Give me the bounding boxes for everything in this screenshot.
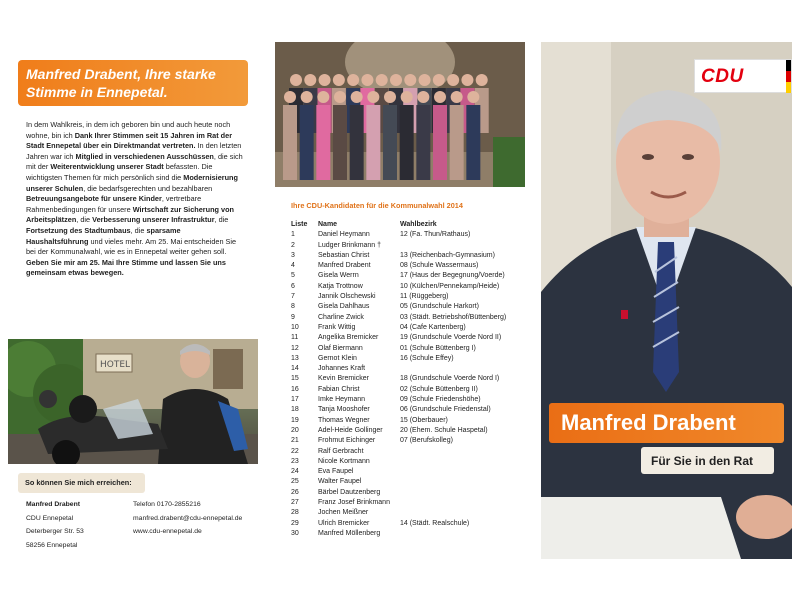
candidate-name-cell: Walter Faupel <box>318 478 362 486</box>
candidate-row <box>291 467 520 477</box>
contact-org: CDU Ennepetal <box>26 514 74 522</box>
intro-segment: Verbesserung unserer Infrastruktur <box>92 215 215 225</box>
intro-segment: In den letzten Jahren war ich <box>26 141 242 161</box>
intro-segment: , vertretbare Rahmenbedingungen für unsere <box>26 194 202 214</box>
headline-banner <box>18 60 248 106</box>
candidate-list-number: 10 <box>291 323 299 331</box>
candidate-name-cell: Olaf Biermann <box>318 344 363 352</box>
candidate-row <box>291 323 520 333</box>
candidate-district <box>400 529 520 539</box>
candidate-row <box>291 302 520 312</box>
candidate-list-number: 22 <box>291 447 299 455</box>
intro-segment: Mitglied in verschiedenen Ausschüssen <box>75 151 214 161</box>
group-photo <box>275 42 525 187</box>
candidate-name-cell: Katja Trottnow <box>318 282 363 290</box>
candidate-row <box>291 385 520 395</box>
contact-web: www.cdu-ennepetal.de <box>133 528 202 535</box>
candidate-district: 13 (Reichenbach-Gymnasium) <box>400 251 495 259</box>
candidate-row <box>291 529 520 539</box>
contact-channels <box>133 498 242 539</box>
candidate-district: 17 (Haus der Begegnung/Voerde) <box>400 272 505 280</box>
candidate-list-number: 1 <box>291 231 295 239</box>
candidate-district <box>400 364 520 374</box>
contact-phone: Telefon 0170-2855216 <box>133 501 201 508</box>
candidates-title: Ihre CDU-Kandidaten für die Kommunalwahl 2014 <box>291 201 463 210</box>
german-flag-icon <box>786 60 791 93</box>
candidate-row <box>291 436 520 446</box>
candidate-list-number: 8 <box>291 303 295 311</box>
motorcycle-photo-illustration <box>8 339 258 464</box>
slogan-text: Für Sie in den Rat <box>651 454 754 468</box>
intro-segment: befassten. Die wichtigsten Themen für mich persönlich sind die <box>26 162 213 182</box>
candidate-list-number: 30 <box>291 529 299 537</box>
candidate-name-cell: Gernot Klein <box>318 354 357 362</box>
candidate-name-cell: Imke Heymann <box>318 396 366 404</box>
candidate-name-cell: Johannes Kraft <box>318 365 366 373</box>
candidate-name-cell: Franz Josef Brinkmann <box>318 499 390 507</box>
candidate-list-number: 26 <box>291 488 299 496</box>
intro-segment: Modernisierung unserer Schulen <box>26 172 238 193</box>
candidate-name-cell: Fabian Christ <box>318 385 360 393</box>
plant <box>493 137 525 187</box>
candidate-name-cell: Ulrich Bremicker <box>318 519 370 527</box>
candidate-name-cell: Jochen Meißner <box>318 509 369 517</box>
intro-segment: , die <box>214 215 229 225</box>
candidates-table <box>291 220 520 539</box>
header-district: Wahlbezirk <box>400 221 437 228</box>
intro-segment: Fortsetzung des Stadtumbaus <box>26 225 131 235</box>
candidate-district: 11 (Rüggeberg) <box>400 293 449 301</box>
cdu-logo <box>694 59 792 93</box>
intro-segment: , die <box>76 215 93 225</box>
candidate-list-number: 14 <box>291 365 299 373</box>
candidate-row <box>291 477 520 487</box>
portrait-illustration <box>541 42 792 559</box>
intro-segment: , die bedarfsgerechten und bezahlbaren <box>83 183 213 193</box>
candidate-name-cell: Angelika Bremicker <box>318 334 379 342</box>
mirror <box>39 390 57 408</box>
group-photo-illustration <box>275 42 525 187</box>
contact-name: Manfred Drabent <box>26 501 81 508</box>
candidate-list-number: 4 <box>291 262 295 270</box>
candidate-district: 09 (Schule Friedenshöhe) <box>400 396 481 404</box>
candidate-district <box>400 477 520 487</box>
contact-address <box>26 498 84 552</box>
candidate-row <box>291 313 520 323</box>
candidate-name-cell: Ludger Brinkmann † <box>318 241 382 249</box>
candidate-row <box>291 251 520 261</box>
motorcycle-photo <box>8 339 258 464</box>
headline-text: Manfred Drabent, Ihre starke Stimme in Ennepetal. <box>26 66 216 100</box>
candidate-name-cell: Frank Wittig <box>318 323 356 331</box>
candidate-row <box>291 333 520 343</box>
intro-segment: Weiterentwicklung unserer Stadt <box>50 162 164 172</box>
contact-email: manfred.drabent@cdu-ennepetal.de <box>133 514 243 522</box>
candidate-district: 03 (Städt. Betriebshof/Büttenberg) <box>400 313 507 321</box>
candidate-row <box>291 344 520 354</box>
candidate-name-cell: Charline Zwick <box>318 313 364 321</box>
paper <box>541 497 741 559</box>
candidate-row <box>291 416 520 426</box>
contact-city: 58256 Ennepetal <box>26 541 78 549</box>
candidate-row <box>291 364 520 374</box>
candidate-name-cell: Jannik Olschewski <box>318 293 376 301</box>
contact-heading-text: So können Sie mich erreichen: <box>25 478 132 487</box>
candidate-row <box>291 374 520 384</box>
candidates-header-row <box>291 220 520 230</box>
candidate-row <box>291 447 520 457</box>
contact-heading <box>18 473 145 493</box>
candidate-district: 18 (Grundschule Voerde Nord I) <box>400 375 500 383</box>
candidate-row <box>291 405 520 415</box>
candidate-district <box>400 508 520 518</box>
candidate-list-number: 21 <box>291 437 299 445</box>
candidate-name-cell: Adel-Heide Gollinger <box>318 426 383 434</box>
candidate-row <box>291 282 520 292</box>
candidate-row <box>291 230 520 240</box>
candidate-district: 08 (Schule Wassermaus) <box>400 262 479 270</box>
helmet <box>69 395 97 423</box>
intro-paragraph <box>26 120 243 256</box>
candidate-list-number: 29 <box>291 519 299 527</box>
candidate-name-banner <box>549 403 784 443</box>
candidate-district: 16 (Schule Effey) <box>400 354 454 362</box>
intro-text <box>26 120 244 279</box>
candidate-name-cell: Thomas Wegner <box>318 416 370 424</box>
candidate-name-cell: Eva Faupel <box>318 468 354 476</box>
candidate-list-number: 2 <box>291 241 295 249</box>
candidate-list-number: 17 <box>291 396 299 404</box>
candidate-district: 05 (Grundschule Harkort) <box>400 303 479 311</box>
candidate-list-number: 18 <box>291 406 299 414</box>
candidate-portrait <box>541 42 792 559</box>
intro-segment: Betreuungsangebote für unsere Kinder <box>26 194 162 204</box>
candidate-row <box>291 261 520 271</box>
candidate-district: 20 (Ehem. Schule Haspetal) <box>400 426 488 434</box>
intro-segment: , die sich mit der <box>26 151 243 172</box>
intro-segment: , die <box>130 225 147 235</box>
candidate-name-cell: Sebastian Christ <box>318 251 370 259</box>
candidate-district <box>400 457 520 467</box>
intro-segment: In dem Wahlkreis, in dem ich geboren bin und auch heute noch wohne, bin ich <box>26 120 231 140</box>
candidate-list-number: 7 <box>291 293 295 301</box>
candidate-district: 10 (Külchen/Pennekamp/Heide) <box>400 282 500 290</box>
candidate-district <box>400 467 520 477</box>
candidate-list-number: 11 <box>291 334 299 342</box>
closing-text: Geben Sie mir am 25. Mai Ihre Stimme und lassen Sie uns gemeinsam etwas bewegen. <box>26 257 226 278</box>
candidate-row <box>291 241 520 251</box>
candidate-list-number: 9 <box>291 313 295 321</box>
candidate-name-cell: Daniel Heymann <box>318 231 370 239</box>
candidate-list-number: 19 <box>291 416 299 424</box>
candidate-district <box>400 488 520 498</box>
candidate-district <box>400 447 520 457</box>
candidate-list-number: 3 <box>291 251 295 259</box>
candidate-name-cell: Gisela Dahlhaus <box>318 303 370 311</box>
candidate-district: 07 (Berufskolleg) <box>400 437 453 445</box>
candidate-list-number: 28 <box>291 509 299 517</box>
candidate-list-number: 23 <box>291 457 299 465</box>
candidate-name-cell: Tanja Mooshofer <box>318 406 370 414</box>
intro-segment: und vieles mehr. Am 25. Mai entscheiden Sie bei der Kommunalwahl, wie es in Ennepetal weiter gehen soll. <box>26 236 237 257</box>
candidate-row <box>291 519 520 529</box>
candidate-name-cell: Ralf Gerbracht <box>318 447 364 455</box>
candidate-row <box>291 508 520 518</box>
candidate-name-cell: Manfred Möllenberg <box>318 529 381 537</box>
candidate-list-number: 20 <box>291 426 299 434</box>
intro-segment: Wirtschaft zur Sicherung von Arbeitsplätzen <box>26 204 234 225</box>
candidate-name-cell: Bärbel Dautzenberg <box>318 488 381 496</box>
candidate-district: 19 (Grundschule Voerde Nord II) <box>400 334 502 342</box>
candidate-row <box>291 498 520 508</box>
candidate-district: 12 (Fa. Thun/Rathaus) <box>400 231 471 239</box>
header-list: Liste <box>291 221 308 228</box>
candidate-list-number: 15 <box>291 375 299 383</box>
candidate-list-number: 6 <box>291 282 295 290</box>
candidate-district: 14 (Städt. Realschule) <box>400 519 470 527</box>
candidate-district <box>400 241 520 251</box>
candidate-district <box>400 498 520 508</box>
candidate-row <box>291 354 520 364</box>
candidate-name-cell: Kevin Bremicker <box>318 375 369 383</box>
intro-segment: Dank Ihrer Stimmen seit 15 Jahren im Rat der Stadt Ennepetal über ein Direktmandat vertreten. <box>26 130 233 151</box>
header-name: Name <box>318 221 338 228</box>
candidate-row <box>291 395 520 405</box>
candidate-row <box>291 271 520 281</box>
candidate-list-number: 25 <box>291 478 299 486</box>
candidate-district: 01 (Schule Büttenberg I) <box>400 344 476 352</box>
intro-segment: sparsame Haushaltsführung <box>26 225 181 246</box>
candidate-name-cell: Nicole Kortmann <box>318 457 370 465</box>
lapel-pin <box>621 310 628 319</box>
candidate-district: 15 (Oberbauer) <box>400 416 448 424</box>
candidate-district: 06 (Grundschule Friedenstal) <box>400 406 491 414</box>
candidate-row <box>291 457 520 467</box>
candidate-list-number: 24 <box>291 468 299 476</box>
candidate-district: 02 (Schule Büttenberg II) <box>400 385 478 393</box>
candidate-name: Manfred Drabent <box>561 410 736 435</box>
candidate-list-number: 5 <box>291 272 295 280</box>
candidate-name-cell: Gisela Werrn <box>318 272 359 280</box>
candidate-row <box>291 292 520 302</box>
candidate-row <box>291 488 520 498</box>
contact-street: Deterberger Str. 53 <box>26 528 84 535</box>
hotel-sign-text: HOTEL <box>100 360 131 370</box>
candidate-name-cell: Frohmut Eichinger <box>318 437 376 445</box>
candidate-list-number: 16 <box>291 385 299 393</box>
candidate-list-number: 13 <box>291 354 299 362</box>
candidate-list-number: 12 <box>291 344 299 352</box>
candidate-district: 04 (Cafe Kartenberg) <box>400 323 466 331</box>
candidate-list-number: 27 <box>291 499 299 507</box>
cdu-logo-text: CDU <box>701 66 744 87</box>
slogan-banner <box>641 447 774 474</box>
candidate-row <box>291 426 520 436</box>
candidate-name-cell: Manfred Drabent <box>318 262 371 270</box>
